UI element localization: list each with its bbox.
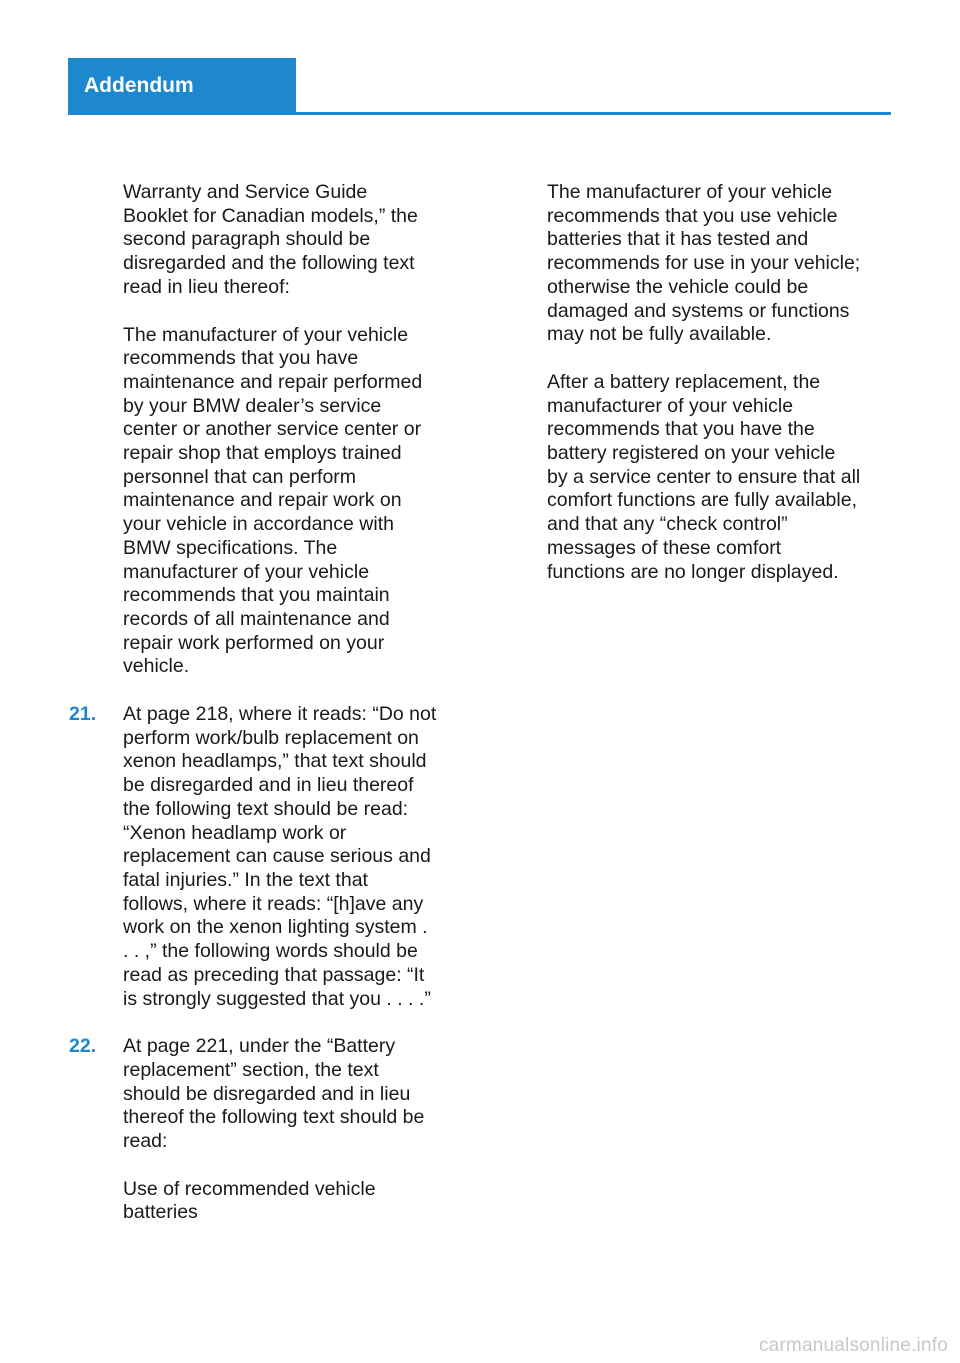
- list-item-text: At page 221, under the “Battery replacement” section, the text should be disregarded and in lieu thereof the following text should be read:: [123, 1035, 425, 1153]
- right-column: [547, 181, 892, 608]
- list-item-text: At page 218, where it reads: “Do not perform work/bulb replacement on xenon headlamps,” that text should be disregarded and in lieu thereof the following text should be read: “Xenon headlamp work or replacement can cause serious and fatal injuries.” In the text that follows, where it reads: “[h]ave any work on the xenon lighting system . . . ,” the following words should be read as preceding that passage: “It is strongly suggested that you . . . .”: [123, 703, 437, 1010]
- section-header-tab: [68, 58, 296, 114]
- paragraph-battery-registration: After a battery replacement, the manufacturer of your vehicle recommends that you have the battery registered on your vehicle by a service center to ensure that all comfort functions are fully available, and that any “check control” messages of these comfort functions are no longer displayed.: [547, 370, 861, 583]
- paragraph-maintenance-recommendation: The manufacturer of your vehicle recommends that you have maintenance and repair performed by your BMW dealer’s service center or another service center or repair shop that employs trained personnel that can perform maintenance and repair work on your vehicle in accordance with BMW specifications. The manufacturer of your vehicle recommends that you maintain records of all maintenance and repair work performed on your vehicle.: [123, 323, 423, 678]
- section-title: Addendum: [84, 74, 194, 97]
- list-item-22: [69, 1035, 473, 1154]
- list-item-21: [69, 703, 473, 1011]
- paragraph-battery-recommendation: The manufacturer of your vehicle recommends that you use vehicle batteries that it has tested and recommends for use in your vehicle; otherwise the vehicle could be damaged and systems or functions may not be fully available.: [547, 181, 861, 346]
- watermark-text: carmanualsonline.info: [758, 1335, 948, 1356]
- left-column: [69, 181, 473, 1249]
- list-item-number: 21.: [69, 703, 97, 726]
- list-item-number: 22.: [69, 1035, 97, 1058]
- header-divider: [68, 112, 891, 115]
- paragraph-warranty-booklet: Warranty and Service Guide Booklet for Canadian models,” the second paragraph should be disregarded and the following text read in lieu thereof:: [123, 181, 418, 298]
- paragraph-battery-heading: Use of recommended vehicle batteries: [123, 1177, 376, 1224]
